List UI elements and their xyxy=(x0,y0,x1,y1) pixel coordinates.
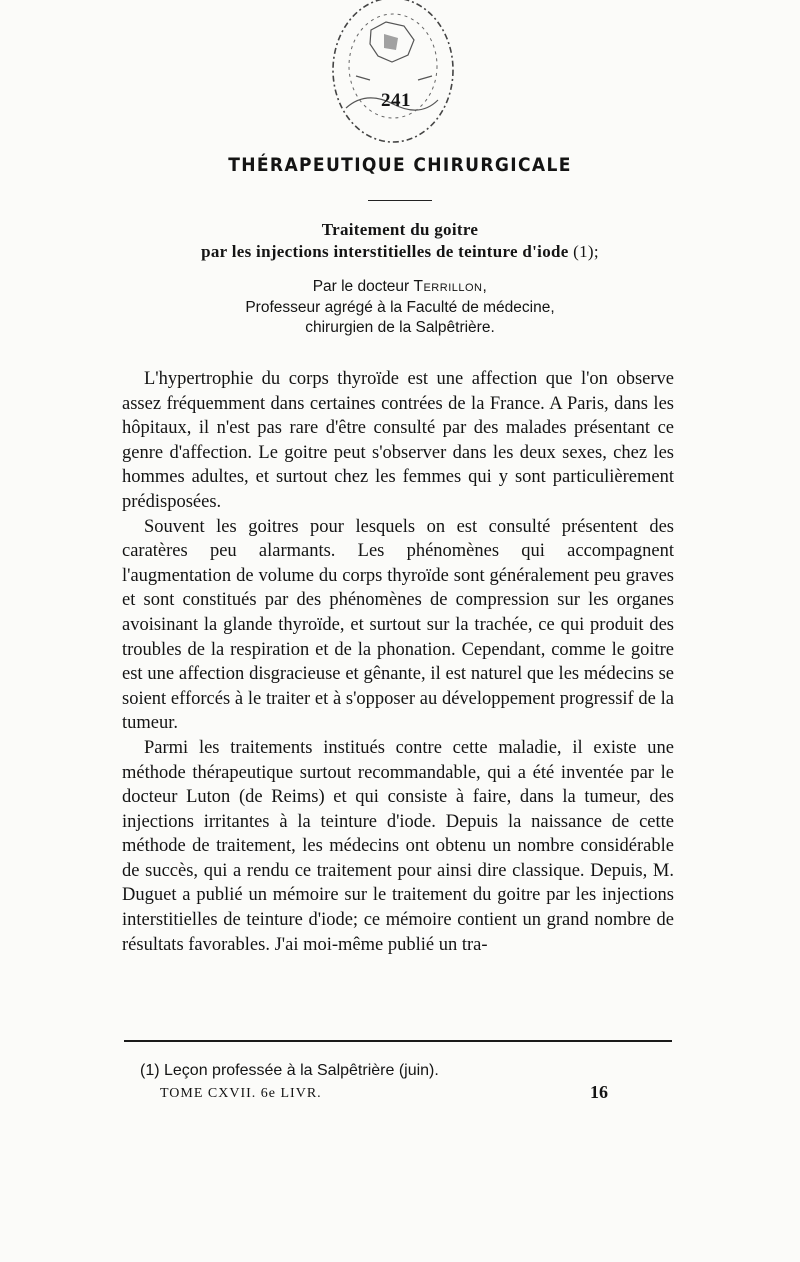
article-title-line2 xyxy=(100,242,700,262)
author-name: Terrillon, xyxy=(413,278,488,295)
footnote-reference: (1); xyxy=(573,242,599,261)
paragraph: L'hypertrophie du corps thyroïde est une affection que l'on observe assez fréquemment dans certaines contrées de la France. A Paris, dans les hôpitaux, il n'est pas rare d'être consulté par des malades présentant ce genre d'affection. Le goitre peut s'observer dans les deux sexes, chez les hommes adultes, et surtout chez les femmes qui y sont particulièrement prédisposées. xyxy=(122,369,674,512)
page-number: 241 xyxy=(381,90,411,111)
author-title: Professeur agrégé à la Faculté de médecine, xyxy=(245,299,555,316)
section-title: THÉRAPEUTIQUE CHIRURGICALE xyxy=(228,154,572,176)
byline-prefix: Par le docteur xyxy=(312,278,414,295)
article-title-text: par les injections interstitielles de teinture d'iode xyxy=(201,242,569,261)
article-body xyxy=(122,367,674,957)
stamp-seal-icon xyxy=(326,0,460,150)
title-divider xyxy=(368,200,432,201)
author-position: chirurgien de la Salpêtrière. xyxy=(305,319,495,336)
paragraph: Parmi les traitements institués contre cette maladie, il existe une méthode thérapeutique surtout recommandable, qui a été inventée par le docteur Luton (de Reims) et qui consiste à faire, dans la tumeur, des injections irritantes à la teinture d'iode. Depuis la naissance de cette méthode de traitement, les médecins ont obtenu un nombre considérable de succès, qui a rendu ce traitement pour ainsi dire classique. Depuis, M. Duguet a publié un mémoire sur le traitement du goitre par les injections interstitielles de teinture d'iode; ce mémoire contient un grand nombre de résultats favorables. J'ai moi-même publié un tra- xyxy=(122,737,674,955)
footnote: (1) Leçon professée à la Salpêtrière (juin). xyxy=(140,1062,439,1079)
volume-line: TOME CXVII. 6e LIVR. xyxy=(160,1086,322,1101)
article-title-line1: Traitement du goitre xyxy=(321,220,479,239)
byline xyxy=(100,278,700,296)
signature-mark: 16 xyxy=(590,1082,608,1102)
paragraph: Souvent les goitres pour lesquels on est consulté présentent des caratères peu alarmants. Les phénomènes qui accompagnent l'augmentation de volume du corps thyroïde sont généralement peu graves et sont constitués par des phénomènes de compression sur les organes avoisinant la glande thyroïde, et surtout sur la trachée, ce qui produit des troubles de la respiration et de la phonation. Cependant, comme le goitre est une affection disgracieuse et gênante, il est naturel que les médecins se soient efforcés à le traiter et à s'opposer au développement progressif de la tumeur. xyxy=(122,516,674,734)
footnote-divider xyxy=(124,1040,672,1042)
library-stamp xyxy=(326,0,460,150)
